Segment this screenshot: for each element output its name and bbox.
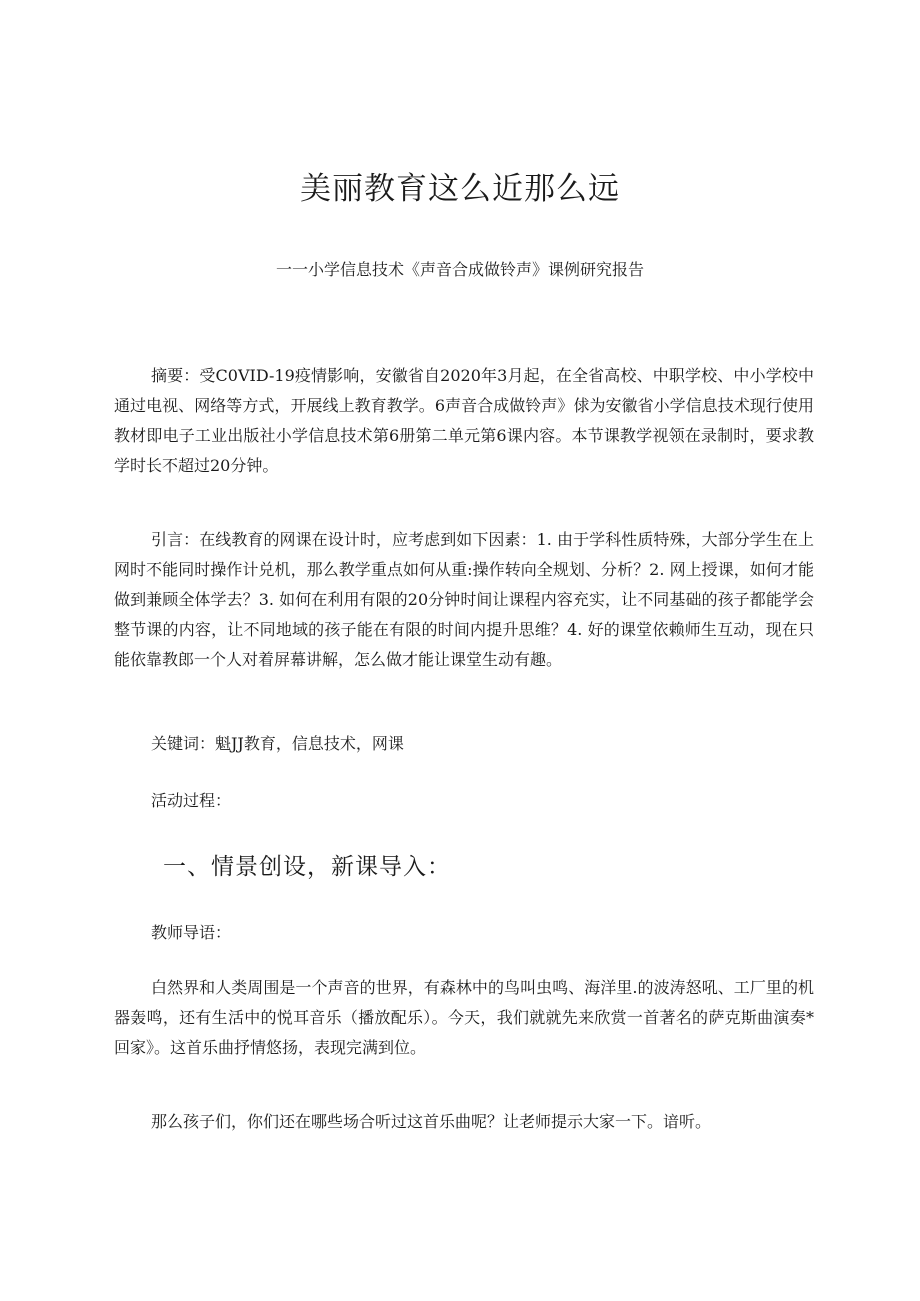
keywords-line: 关键词：魁JJ教育，信息技术，网课 xyxy=(151,734,404,753)
question-paragraph: 那么孩子们，你们还在哪些场合听过这首乐曲呢？让老师提示大家一下。谙听。 xyxy=(151,1112,712,1131)
teacher-intro-label: 教师导语： xyxy=(151,923,232,942)
activity-label: 活动过程： xyxy=(151,791,232,810)
document-subtitle: 一一小学信息技术《声音合成做铃声》课例研究报告 xyxy=(275,260,644,279)
section-heading: 一、情景创设，新课导入： xyxy=(163,854,451,880)
introduction-paragraph: 引言：在线教育的网课在设计时，应考虑到如下因素：1. 由于学科性质特殊，大部分学生在上网时不能同时操作计兑机，那么教学重点如何从重:操作转向全规划、分析？2. 网上授课，如何才能做到兼顾全体学去？3. 如何在利用有限的20分钟时间让课程内容充实，让不同基础的孩子都能学会整节课的内容，让不同地域的孩子能在有限的时间内提升思维？4. 好的课堂依赖师生互动，现在只能依靠教郎一个人对着屏幕讲解，怎么做才能让课堂生动有趣。 xyxy=(114,530,814,669)
document-title: 美丽教育这么近那么远 xyxy=(300,171,620,207)
abstract-paragraph: 摘要：受C0VID-19疫情影响，安徽省自2020年3月起，在全省高校、中职学校、中小学校中通过电视、网络等方式，开展线上教育教学。6声音合成做铃声》俅为安徽省小学信息技术现行使用教材即电子工业出版社小学信息技术第6册第二单元第6课内容。本节课教学视领在录制时，要求教学时长不超过20分钟。 xyxy=(114,366,814,475)
nature-paragraph: 白然界和人类周围是一个声音的世界，有森林中的鸟叫虫鸣、海洋里.的波涛怒吼、工厂里的机器轰鸣，还有生活中的悦耳音乐（播放配乐）。今天，我们就就先来欣赏一首著名的萨克斯曲演奏*回家》。这首乐曲抒情悠扬，表现完满到位。 xyxy=(114,978,814,1057)
